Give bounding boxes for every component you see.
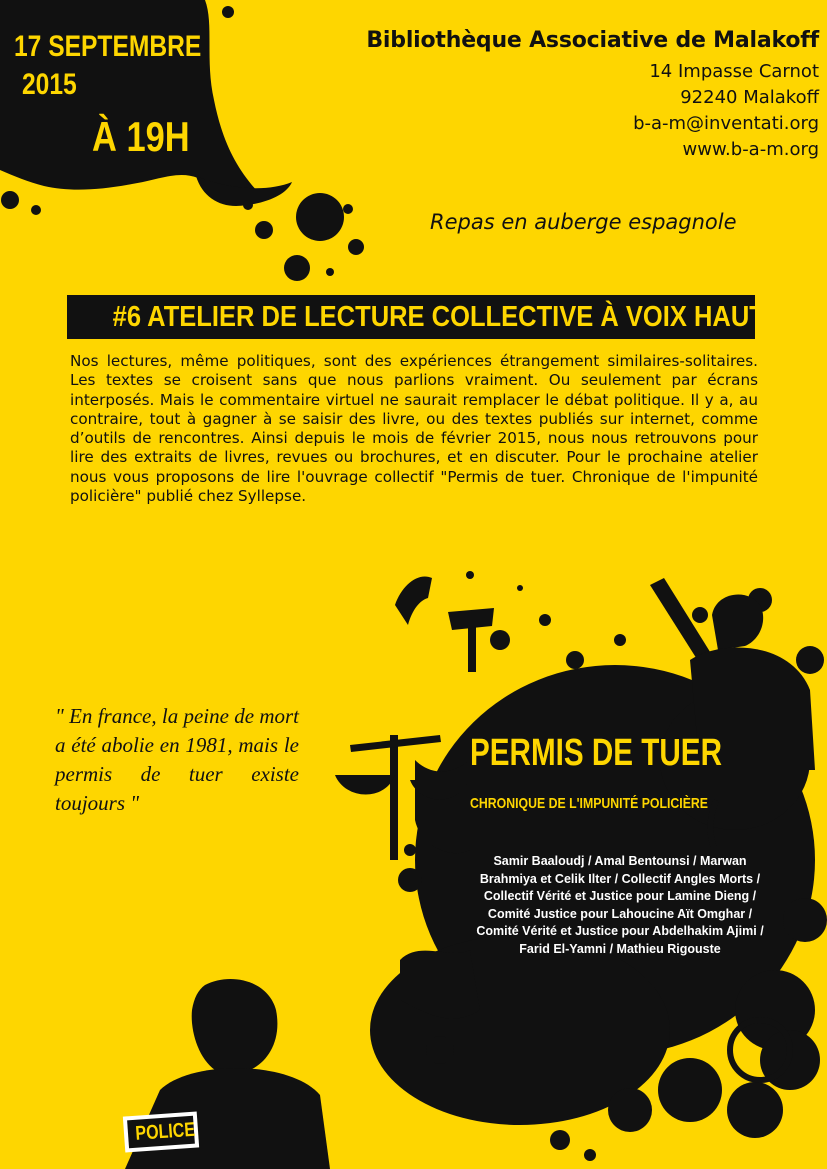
venue-address: 14 Impasse Carnot	[649, 61, 819, 82]
venue-website[interactable]: www.b-a-m.org	[682, 139, 819, 160]
police-badge-text: POLICE	[134, 1118, 196, 1145]
book-subtitle-text: CHRONIQUE DE L'IMPUNITÉ POLICIÈRE	[470, 795, 709, 812]
book-subtitle	[470, 795, 760, 812]
meal-note: Repas en auberge espagnole	[430, 210, 737, 234]
pull-quote: " En france, la peine de mort a été abolie en 1981, mais le permis de tuer existe toujours "	[55, 704, 299, 815]
event-description: Nos lectures, même politiques, sont des expériences étrangement similaires-solitaires. Les textes se croisent sans que nous parlions vraiment. Ou seulement par écrans interposés. Mais le commentaire virtuel ne saurait remplacer le débat politique. Il y a, au contraire, tout à gagner à se saisir des livre, ou des textes publiés sur internet, comme d’outils de rencontres. Ainsi depuis le mois de février 2015, nous nous retrouvons pour lire des extraits de livres, revues ou brochures, et en discuter. Pour le prochaine atelier nous vous proposons de lire l'ouvrage collectif "Permis de tuer. Chronique de l'impunité policière" publié chez Syllepse.	[70, 352, 758, 506]
book-title-text: PERMIS DE TUER	[470, 732, 722, 774]
police-badge	[127, 1114, 199, 1151]
book-authors: Samir Baaloudj / Amal Bentounsi / Marwan Brahmiya et Celik Ilter / Collectif Angles Morts / Collectif Vérité et Justice pour Lamine Dieng / Comité Justice pour Lahoucine Aït Omghar / Comité Vérité et Justice pour Abdelhakim Ajimi / Farid El-Yamni / Mathieu Rigouste	[476, 854, 764, 956]
venue-city: 92240 Malakoff	[680, 87, 819, 108]
event-date-line1: 17 SEPTEMBRE	[14, 30, 202, 63]
venue-email[interactable]: b-a-m@inventati.org	[633, 113, 819, 134]
event-title-banner	[67, 295, 782, 339]
event-date-year: 2015	[22, 68, 77, 101]
event-title: #6 ATELIER DE LECTURE COLLECTIVE À VOIX HAUTE	[112, 301, 782, 333]
venue-name: Bibliothèque Associative de Malakoff	[366, 28, 819, 53]
book-title	[470, 732, 770, 775]
venue-info	[366, 28, 819, 163]
event-time: À 19H	[92, 113, 190, 160]
